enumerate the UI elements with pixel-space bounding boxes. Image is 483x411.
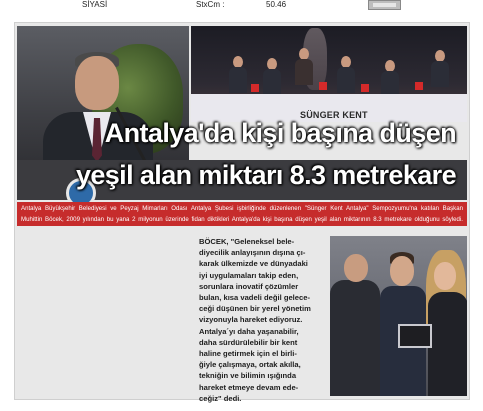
body-line: ğiyle çalışmaya, ortak akılla,	[199, 360, 301, 370]
flag	[319, 82, 327, 90]
stxcm-label: StxCm :	[196, 0, 225, 9]
panelist	[263, 58, 281, 98]
headline-line-2: yeşil alan miktarı 8.3 metrekare	[75, 160, 456, 190]
panelist	[229, 56, 247, 96]
body-line: karak ülkemizde ve dünyadaki	[199, 259, 308, 269]
page-thumbnail[interactable]	[368, 0, 401, 10]
body-line: daha sürdürülebilir bir kent	[199, 337, 298, 347]
body-line: ceği düşünen bir yerel yönetim	[199, 304, 311, 314]
flag	[251, 84, 259, 92]
body-line: Antalya´yı daha yaşanabilir,	[199, 326, 299, 336]
stxcm-value: 50.46	[266, 0, 287, 9]
body-line: iyi uygulamaları takip eden,	[199, 270, 299, 280]
body-line: ceğiz" dedi.	[199, 393, 242, 403]
speaker-head	[75, 56, 119, 110]
person-head	[390, 256, 414, 286]
clipping-header	[0, 0, 483, 14]
body-line: hareket etmeye devam ede-	[199, 382, 299, 392]
body-line: BÖCEK, "Geleneksel bele-	[199, 237, 295, 246]
body-line: vizyonuyla hareket ediyoruz.	[199, 315, 303, 325]
person-body	[330, 280, 380, 396]
body-line: tekniğin ve bilimin ışığında	[199, 371, 297, 381]
person-head	[344, 254, 368, 282]
body-line: bulan, kısa vadeli değil gelece-	[199, 293, 310, 303]
article-body	[199, 236, 325, 404]
person-body	[428, 292, 467, 396]
panelist	[431, 50, 449, 90]
award-photo	[330, 236, 467, 396]
panel-photo	[191, 26, 467, 122]
event-banner: SÜNGER KENT	[300, 110, 368, 120]
headline-line-1: Antalya'da kişi başına düşen	[104, 118, 456, 148]
body-line: sorunlara inovatif çözümler	[199, 281, 299, 291]
flag	[415, 82, 423, 90]
caption-line: Muhittin Böcek, 2009 yılından bu yana 2 milyonun üzerinde fidan diktikleri Antalya'da kişi başına düşen yeşil alan miktarının 8.3 metrekare olduğunu söyledi.	[21, 216, 463, 223]
person-head	[434, 262, 456, 290]
body-line: haline getirmek için el birli-	[199, 349, 297, 359]
caption-line: Antalya Büyükşehir Belediyesi ve Peyzaj Mimarları Odası Antalya Şubesi işbirliğinde düzenlenen "Sünger Kent Antalya" Sempozyumu'na katılan Başkan	[21, 205, 463, 212]
panelist	[337, 56, 355, 96]
flag	[361, 84, 369, 92]
body-line: diyecilik anlayışının dışına çı-	[199, 248, 306, 258]
photo-caption	[17, 202, 467, 226]
award-plaque	[398, 324, 432, 348]
category-label: SİYASİ	[82, 0, 108, 9]
panelist	[295, 48, 313, 88]
